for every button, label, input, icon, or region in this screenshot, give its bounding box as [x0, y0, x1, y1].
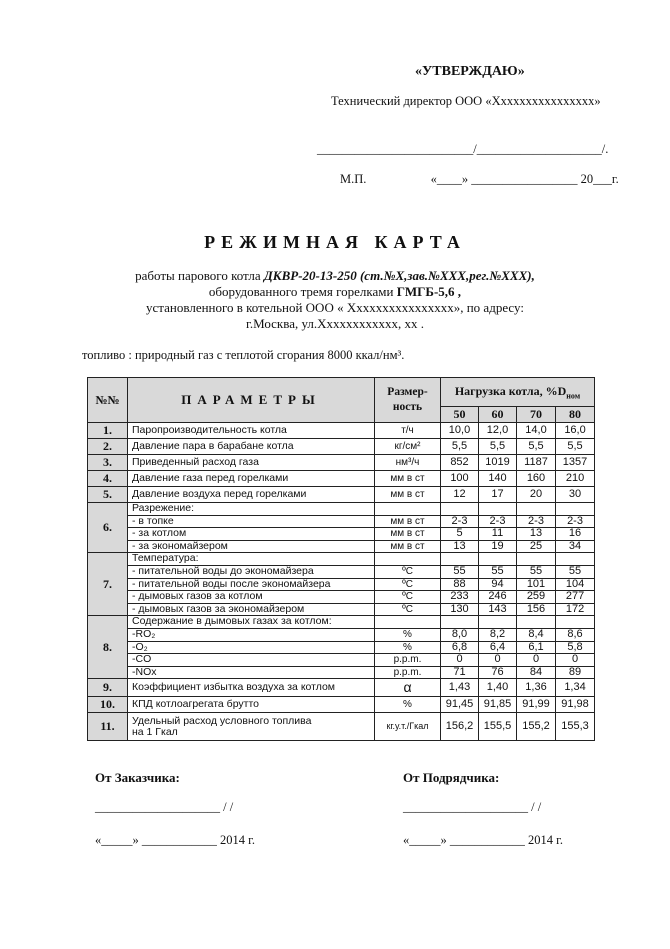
- load-50: 50: [441, 407, 479, 423]
- table-row: 4. Давление газа перед горелками мм в ст 100 140 160 210: [88, 471, 595, 487]
- contractor-label: От Подрядчика:: [403, 770, 500, 785]
- description-line-4: г.Москва, ул.Хххххххххххх, хх .: [245, 316, 425, 331]
- description-line-1: работы парового котла ДКВР-20-13-250 (ст.№Х,зав.№ХХХ,рег.№ХХХ),: [135, 268, 535, 283]
- customer-date-line: «_____» ____________ 2014 г.: [95, 833, 255, 847]
- approval-title: «УТВЕРЖДАЮ»: [415, 64, 525, 79]
- description-line-2: оборудованного тремя горелками ГМГБ-5,6 ,: [208, 284, 462, 299]
- table-row: 3. Приведенный расход газа нм³/ч 852 1019 1187 1357: [88, 455, 595, 471]
- document-title: РЕЖИМНАЯ КАРТА: [204, 232, 466, 252]
- approval-signature-line: _________________________/____________________/.: [317, 142, 609, 156]
- header-units: Размер- ность: [375, 378, 441, 423]
- table-row: 11. Удельный расход условного топлива на 1 Гкал кг.у.т./Гкал 156,2 155,5 155,2 155,3: [88, 713, 595, 741]
- load-80: 80: [556, 407, 595, 423]
- burner-model: ГМГБ-5,6 ,: [396, 284, 462, 299]
- customer-sign-line: ____________________ / /: [95, 800, 234, 814]
- header-num: №№: [88, 378, 128, 423]
- table-row-group-flue-gas: 8. Содержание в дымовых газах за котлом: -RO₂ -O₂ -CO -NOx % % p.p.m. p.p.m. 8,0 6,8 0 71 8,2 6,4 0 76 8,4 6,1 0 84 8,6 5,8 0 89: [88, 616, 595, 679]
- approval-position: Технический директор ООО «Хххххххххххххххх»: [331, 94, 601, 108]
- table-row-group-vacuum: 6. Разрежение: - в топке - за котлом - за экономайзером мм в ст мм в ст мм в ст 2-3 5 13 2-3 11 19 2-3 13 25 2-3 16 34: [88, 503, 595, 553]
- contractor-date-line: «_____» ____________ 2014 г.: [403, 833, 563, 847]
- table-row: 2. Давление пара в барабане котла кг/см² 5,5 5,5 5,5 5,5: [88, 439, 595, 455]
- approval-date-line: «____» _________________ 20___г.: [430, 172, 619, 186]
- load-70: 70: [517, 407, 556, 423]
- table-row: 10. КПД котлоагрегата брутто % 91,45 91,85 91,99 91,98: [88, 697, 595, 713]
- customer-label: От Заказчика:: [95, 770, 180, 785]
- table-row: 1. Паропроизводительность котла т/ч 10,0 12,0 14,0 16,0: [88, 423, 595, 439]
- table-row: 9. Коэффициент избытка воздуха за котлом α 1,43 1,40 1,36 1,34: [88, 679, 595, 697]
- header-params: ПАРАМЕТРЫ: [128, 378, 375, 423]
- regime-table: [87, 377, 595, 741]
- contractor-sign-line: ____________________ / /: [403, 800, 542, 814]
- fuel-info: топливо : природный газ с теплотой сгорания 8000 ккал/нм³.: [82, 348, 405, 362]
- approval-stamp-date: [340, 172, 619, 187]
- boiler-model: ДКВР-20-13-250 (ст.№Х,зав.№ХХХ,рег.№ХХХ),: [263, 268, 535, 283]
- stamp-label: М.П.: [340, 172, 367, 186]
- header-load: Нагрузка котла, $\%D_{ном}$: [441, 378, 595, 407]
- table-row: 5. Давление воздуха перед горелками мм в ст 12 17 20 30: [88, 487, 595, 503]
- load-60: 60: [479, 407, 517, 423]
- description-line-3: установленного в котельной ООО « Хххххххххххххххх», по адресу:: [146, 300, 524, 315]
- table-row-group-temperature: 7. Температура: - питательной воды до экономайзера - питательной воды после экономайзера - дымовых газов за котлом - дымовых газов за экономайзером ºС ºС ºС ºС 55 88 233 130 55 94 246 143 55 101 259 156 55 104 277 172: [88, 553, 595, 616]
